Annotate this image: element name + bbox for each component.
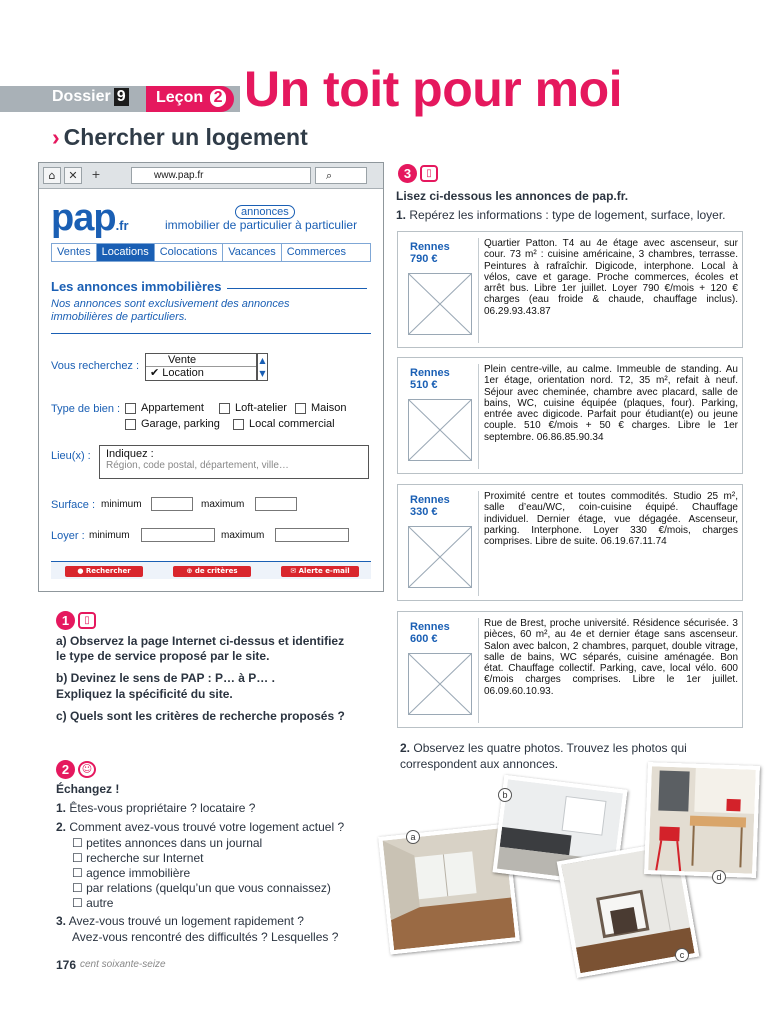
photo-label-b: b [498, 788, 512, 802]
ad-city: Rennes [410, 494, 450, 506]
browser-window [38, 162, 384, 592]
type-local-label: Local commercial [249, 418, 335, 430]
book-icon: ▯ [420, 165, 438, 182]
pap-logo[interactable] [51, 197, 129, 240]
tab-vacances[interactable]: Vacances [223, 244, 282, 261]
ad-city: Rennes [410, 621, 450, 633]
ad-price: 790 € [410, 253, 438, 265]
ex2-option: ☐ autre [72, 896, 114, 910]
tab-commerces[interactable]: Commerces [286, 246, 347, 258]
logo-text: pap [51, 197, 116, 239]
mail-icon: ✉ [290, 567, 297, 575]
ex2-option-text: petites annonces dans un journal [86, 836, 263, 850]
option-vente[interactable]: Vente [146, 354, 256, 367]
book-icon: ▯ [78, 612, 96, 629]
ad-price: 600 € [410, 633, 438, 645]
ex2-q2: 2. Comment avez-vous trouvé votre logement actuel ? [56, 820, 345, 834]
loyer-min-input[interactable] [141, 528, 215, 542]
ad-card [397, 611, 743, 728]
close-icon[interactable]: ✕ [64, 167, 82, 184]
ex2-option: ☐ recherche sur Internet [72, 851, 204, 865]
divider [478, 491, 479, 596]
alerte-label: Alerte e-mail [298, 567, 350, 575]
lieu-label: Lieu(x) : [51, 450, 91, 462]
ex2-q1-text: Êtes-vous propriétaire ? locataire ? [69, 801, 256, 815]
home-icon[interactable]: ⌂ [43, 167, 61, 184]
lieu-input[interactable] [99, 445, 369, 479]
ex2-option-text: par relations (quelqu’un que vous connaissez) [86, 881, 331, 895]
address-bar[interactable]: www.pap.fr [131, 167, 311, 184]
checkbox-local[interactable] [233, 419, 244, 430]
photo-placeholder-icon [408, 399, 472, 461]
site-nav [51, 243, 371, 262]
ex2-title: Échangez ! [56, 782, 120, 796]
exercise-2-badge: 2 [56, 760, 75, 779]
checkbox-appartement[interactable] [125, 403, 136, 414]
ex2-option-text: autre [86, 896, 114, 910]
ex2-q2-text: Comment avez-vous trouvé votre logement actuel ? [69, 820, 345, 834]
chevron-right-icon: › [52, 124, 60, 150]
option-location[interactable]: ✔ Location [150, 367, 204, 379]
ad-location [410, 241, 450, 265]
surface-max-input[interactable] [255, 497, 297, 511]
section-title: Les annonces immobilières [51, 279, 222, 294]
divider [478, 364, 479, 469]
type-appartement-label: Appartement [141, 402, 204, 414]
criteres-label: de critères [194, 567, 238, 575]
loyer-label: Loyer : [51, 530, 85, 542]
ad-text: Quartier Patton. T4 au 4e étage avec ascenseur, sur cour. 73 m² : cuisine américaine, 3 chambres, terrasse. Peintures à rafraîchir. Digicode, interphone. Local à vélos, cave et garage. Proche commerces, écoles et arrêt bus. Libre 1er juillet. Loyer 790 €/mois + 120 € charges (eau froide & chaude, chauffage inclus). 06.29.93.43.87 [484, 238, 738, 317]
tab-colocations[interactable]: Colocations [155, 244, 223, 261]
checkbox-loft[interactable] [219, 403, 230, 414]
select-arrows-icon[interactable]: ▲ ▼ [257, 353, 268, 381]
lieu-placeholder: Région, code postal, département, ville… [106, 460, 289, 471]
lecon-number: 2 [210, 89, 227, 107]
loyer-max-input[interactable] [275, 528, 349, 542]
divider [227, 288, 367, 289]
checkbox-maison[interactable] [295, 403, 306, 414]
photo-placeholder-icon [408, 526, 472, 588]
ad-location [410, 494, 450, 518]
annonces-badge[interactable]: annonces [235, 205, 295, 219]
ad-price: 330 € [410, 506, 438, 518]
ex1-question-a: a) Observez la page Internet ci-dessus et identifiez le type de service proposé par le site. [56, 634, 345, 663]
surface-min-label: minimum [101, 499, 142, 510]
ex1-question-b: b) Devinez le sens de PAP : P… à P… . [56, 671, 275, 685]
page-subtitle [52, 124, 308, 151]
ex1-question-c: c) Quels sont les critères de recherche proposés ? [56, 709, 345, 723]
search-icon: ● [77, 567, 84, 575]
page-title: Un toit pour moi [244, 61, 623, 117]
ex2-q3: 3. Avez-vous trouvé un logement rapidement ? [56, 914, 304, 928]
photo-d [644, 762, 760, 878]
tab-locations[interactable]: Locations [97, 244, 155, 261]
site-tagline: immobilier de particulier à particulier [165, 218, 358, 232]
lecon-text: Leçon [156, 89, 204, 106]
ex3-q1-text: Repérez les informations : type de logement, surface, loyer. [409, 208, 726, 222]
tab-ventes[interactable]: Ventes [52, 244, 97, 261]
page-number-words: cent soixante-seize [80, 959, 166, 970]
exercise-1-badge: 1 [56, 611, 75, 630]
loyer-max-label: maximum [221, 530, 265, 541]
section-description: Nos annonces sont exclusivement des annonces immobilières de particuliers. [51, 298, 290, 323]
divider [478, 238, 479, 343]
type-maison-label: Maison [311, 402, 347, 414]
ex2-option-text: agence immobilière [86, 866, 191, 880]
ad-card [397, 484, 743, 601]
search-icon[interactable]: ⌕ [315, 167, 367, 184]
ex2-option: ☐ par relations (quelqu’un que vous connaissez) [72, 881, 331, 895]
checkbox-garage[interactable] [125, 419, 136, 430]
photo-label-c: c [675, 948, 689, 962]
loyer-min-label: minimum [89, 530, 130, 541]
ex3-q2-text: Observez les quatre photos. Trouvez les photos qui correspondent aux annonces. [400, 741, 687, 771]
type-garage-label: Garage, parking [141, 418, 220, 430]
exercise-3-badge: 3 [398, 164, 417, 183]
lieu-value: Indiquez : [106, 448, 154, 460]
photo-placeholder-icon [408, 273, 472, 335]
ex3-question-2: 2. Observez les quatre photos. Trouvez les photos qui correspondent aux annonces. [400, 741, 687, 771]
ex2-option-text: recherche sur Internet [86, 851, 204, 865]
photo-label-a: a [406, 830, 420, 844]
criteres-button[interactable] [173, 566, 251, 577]
ex1-question-b2: Expliquez la spécificité du site. [56, 687, 233, 701]
surface-min-input[interactable] [151, 497, 193, 511]
type-label: Type de bien : [51, 403, 121, 415]
ex2-q3b-text: Avez-vous rencontré des difficultés ? Lesquelles ? [72, 930, 339, 944]
divider [51, 333, 371, 334]
alerte-button[interactable] [281, 566, 359, 577]
lecon-label [146, 86, 234, 112]
plus-icon: ⊕ [186, 567, 193, 575]
ad-location [410, 367, 450, 391]
ad-card [397, 231, 743, 348]
ad-card [397, 357, 743, 474]
ad-city: Rennes [410, 367, 450, 379]
plus-icon[interactable]: + [91, 168, 101, 181]
ex2-option: ☐ petites annonces dans un journal [72, 836, 263, 850]
surface-label: Surface : [51, 499, 96, 511]
recherche-label: Vous recherchez : [51, 360, 140, 372]
ex2-q1: 1. Êtes-vous propriétaire ? locataire ? [56, 801, 256, 815]
ad-city: Rennes [410, 241, 450, 253]
rechercher-button[interactable] [65, 566, 143, 577]
logo-suffix: .fr [115, 218, 129, 233]
dossier-label [52, 88, 129, 106]
ex3-instruction: Lisez ci-dessous les annonces de pap.fr. [396, 189, 629, 203]
recherche-select[interactable] [145, 353, 257, 381]
type-loft-label: Loft-atelier [235, 402, 287, 414]
ex2-option: ☐ agence immobilière [72, 866, 191, 880]
speech-icon: ☺ [78, 761, 96, 778]
dossier-text: Dossier [52, 88, 111, 105]
ad-text: Rue de Brest, proche université. Résidence sécurisée. 3 pièces, 60 m², au 4e et dernier étage sans ascenseur. Salon avec balcon, 2 chambres, parquet, double vitrage, salle de bains, WC séparés, cuisine aménagée. Bon état. Chauffage collectif. Parking, cave, local vélo. 600 €/mois charges comprises. Libre le 1er juillet. 06.09.60.10.93. [484, 618, 738, 697]
ad-text: Proximité centre et toutes commodités. Studio 25 m², salle d’eau/WC, coin-cuisine équipé. Chauffage individuel. Dernier étage, vue dégagée. Ascenseur, parking. Interphone. Loyer 330 €/mois, charges comprises. Libre de suite. 06.19.67.11.74 [484, 491, 738, 548]
subtitle-text: Chercher un logement [63, 124, 308, 150]
photo-placeholder-icon [408, 653, 472, 715]
ad-price: 510 € [410, 379, 438, 391]
dossier-number: 9 [114, 88, 129, 106]
ex3-question-1: 1. Repérez les informations : type de logement, surface, loyer. [396, 208, 726, 222]
rechercher-label: Rechercher [85, 567, 131, 575]
surface-max-label: maximum [201, 499, 245, 510]
ad-text: Plein centre-ville, au calme. Immeuble de standing. Au 1er étage, orientation nord. T2, 35 m², refait à neuf. Séjour avec cheminée, chambre avec placard, salle de bains, WC, cuisine équipée (plaques, four). Parking, entrée avec digicode. Parfait pour étudiant(e) ou jeune couple. 510 €/mois + 50 € charges. Libre le 1er septembre. 06.86.85.90.34 [484, 364, 738, 443]
ad-location [410, 621, 450, 645]
divider [478, 618, 479, 723]
ex2-q3a-text: Avez-vous trouvé un logement rapidement ? [68, 914, 304, 928]
photo-label-d: d [712, 870, 726, 884]
page-number: 176 [56, 958, 77, 972]
browser-toolbar [39, 163, 383, 189]
